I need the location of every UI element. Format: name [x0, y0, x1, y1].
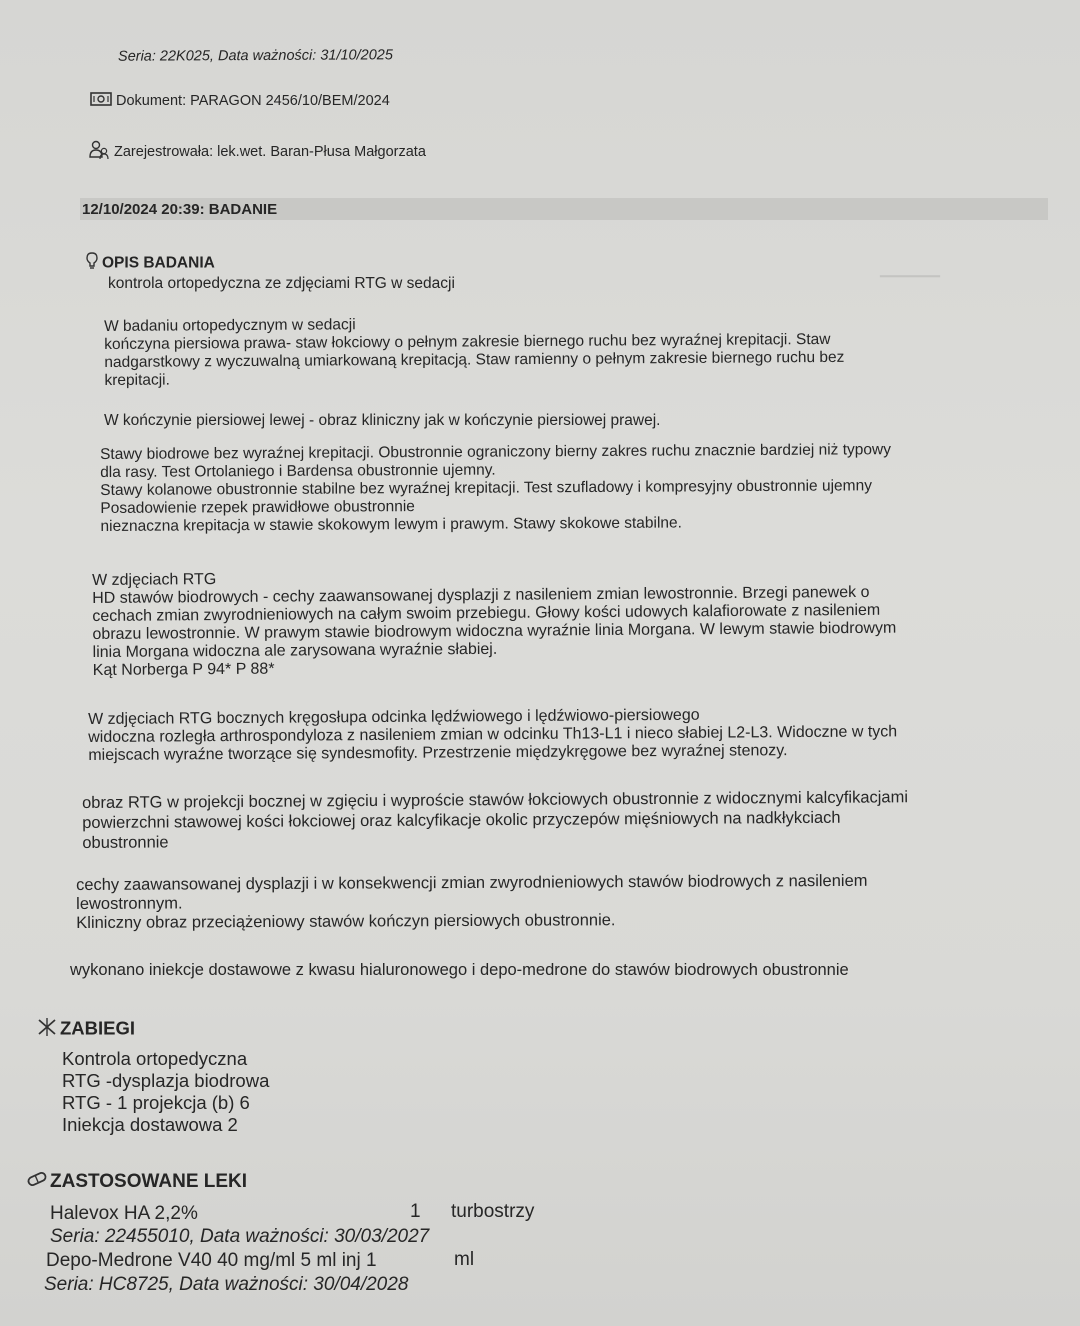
text-line: W badaniu ortopedycznym w sedacji — [104, 316, 356, 335]
text-line: obrazu lewostronnie. W prawym stawie biodrowym widoczna wyraźnie linia Morgana. W lewym stawie biodrowym — [92, 619, 897, 643]
text-line: nadgarstkowy z wyczuwalną umiarkowaną krepitacją. Staw ramienny o pełnym zakresie biernego ruchu bez — [104, 348, 845, 371]
text-line: obustronnie — [82, 833, 169, 852]
visit-heading: 12/10/2024 20:39: BADANIE — [82, 201, 278, 218]
text-line: Posadowienie rzepek prawidłowe obustronnie — [100, 498, 415, 517]
drug2-unit: ml — [454, 1249, 475, 1270]
leki-heading-row — [26, 1171, 247, 1193]
text-line: dla rasy. Test Ortolaniego i Bardensa obustronnie ujemny. — [100, 461, 496, 481]
zabiegi-heading: ZABIEGI — [60, 1017, 136, 1039]
pill-icon — [26, 1171, 48, 1193]
drug2-name: Depo-Medrone V40 40 mg/ml 5 ml inj 1 — [46, 1250, 377, 1271]
drug1-seria: Seria: 22455010, Data ważności: 30/03/2027 — [50, 1226, 430, 1247]
text-line: obraz RTG w projekcji bocznej w zgięciu i wyproście stawów łokciowych obustronnie z widocznymi kalcyfikacjami — [82, 788, 909, 812]
paragraph-arm-exam — [104, 313, 845, 390]
text-line: Stawy kolanowe obustronnie stabilne bez wyraźnej krepitacji. Test szufladowy i kompresyjny obustronnie ujemny — [100, 477, 872, 499]
lightbulb-icon — [86, 252, 98, 275]
text-line: linia Morgana widoczna ale zarysowana wyraźnie słabiej. — [92, 640, 498, 661]
paragraph-rtg-elbows — [82, 787, 908, 853]
user-group-icon — [88, 140, 110, 164]
text-line: kończyna piersiowa prawa- staw łokciowy o pełnym zakresie biernego ruchu bez wyraźnej krepitacji. Staw — [104, 330, 831, 353]
paragraph-left-limb: W kończynie piersiowej lewej - obraz kliniczny jak w kończynie piersiowej prawej. — [104, 412, 661, 429]
opis-heading-row — [86, 252, 215, 275]
list-item: RTG - 1 projekcja (b) 6 — [62, 1092, 250, 1113]
drug2-seria: Seria: HC8725, Data ważności: 30/04/2028 — [44, 1274, 409, 1295]
text-line: lewostronnym. — [76, 894, 183, 913]
registered-row — [88, 140, 426, 164]
document-label: Dokument: PARAGON 2456/10/BEM/2024 — [116, 92, 390, 109]
text-line: krepitacji. — [104, 371, 170, 389]
zabiegi-list — [62, 1048, 269, 1136]
drug1-qty: 1 — [410, 1201, 421, 1222]
text-line: nieznaczna krepitacja w stawie skokowym lewym i prawym. Stawy skokowe stabilne. — [100, 514, 683, 535]
opis-subtitle: kontrola ortopedyczna ze zdjęciami RTG w sedacji — [108, 275, 455, 292]
list-item: Kontrola ortopedyczna — [62, 1048, 248, 1069]
text-line: powierzchni stawowej kości łokciowej oraz kalcyfikacje okolic przyczepów mięśniowych na nadkłykciach — [82, 808, 841, 832]
header-seria: Seria: 22K025, Data ważności: 31/10/2025 — [117, 47, 393, 65]
opis-heading: OPIS BADANIA — [102, 254, 215, 272]
text-line: cechach zmian zwyrodnieniowych na całym swoim przebiegu. Głowy kości udowych kalafiorowate z nasileniem — [92, 601, 881, 625]
text-line: Stawy biodrowe bez wyraźnej krepitacji. Obustronnie ograniczony bierny zakres ruchu znacznie bardziej niż typowy — [100, 441, 891, 463]
text-line: W zdjęciach RTG bocznych kręgosłupa odcinka lędźwiowego i lędźwiowo-piersiowego — [88, 706, 700, 728]
drug1-name: Halevox HA 2,2% — [50, 1203, 198, 1224]
receipt-icon — [90, 92, 112, 110]
leki-heading: ZASTOSOWANE LEKI — [50, 1171, 248, 1193]
text-line: Kliniczny obraz przeciążeniowy stawów kończyn piersiowych obustronnie. — [76, 911, 616, 932]
procedures-icon — [36, 1017, 58, 1042]
text-line: widoczna rozległa arthrospondyloza z nasileniem zmian w odcinku Th13-L1 i nieco słabiej L2-L3. Widoczne w tych — [88, 723, 898, 746]
text-line: Kąt Norberga P 94* P 88* — [92, 660, 275, 679]
paragraph-rtg-hips — [92, 566, 897, 680]
zabiegi-heading-row — [36, 1017, 135, 1042]
paragraph-hips-knees — [100, 441, 891, 536]
list-item: RTG -dysplazja biodrowa — [62, 1070, 270, 1091]
paragraph-injections: wykonano iniekcje dostawowe z kwasu hialuronowego i depo-medrone do stawów biodrowych obustronnie — [70, 961, 849, 979]
drug1-unit: turbostrzy — [451, 1201, 535, 1222]
list-item: Iniekcja dostawowa 2 — [62, 1114, 238, 1135]
paragraph-conclusion — [76, 872, 868, 933]
document-row — [90, 92, 390, 110]
registered-label: Zarejestrowała: lek.wet. Baran-Płusa Małgorzata — [114, 143, 426, 160]
text-line: cechy zaawansowanej dysplazji i w konsekwencji zmian zwyrodnieniowych stawów biodrowych z nasileniem — [76, 871, 868, 894]
text-line: W zdjęciach RTG — [92, 571, 217, 589]
show-through-decoration: ▁▁▁▁▁▁ — [880, 262, 940, 277]
text-line: HD stawów biodrowych - cechy zaawansowanej dysplazji z nasileniem zmian lewostronnie. Brzegi panewek o — [92, 583, 870, 607]
paragraph-rtg-spine — [88, 705, 897, 765]
text-line: miejscach wyraźne tworzące się syndesmofity. Przestrzenie międzykręgowe bez wyraźnej stenozy. — [88, 742, 788, 764]
